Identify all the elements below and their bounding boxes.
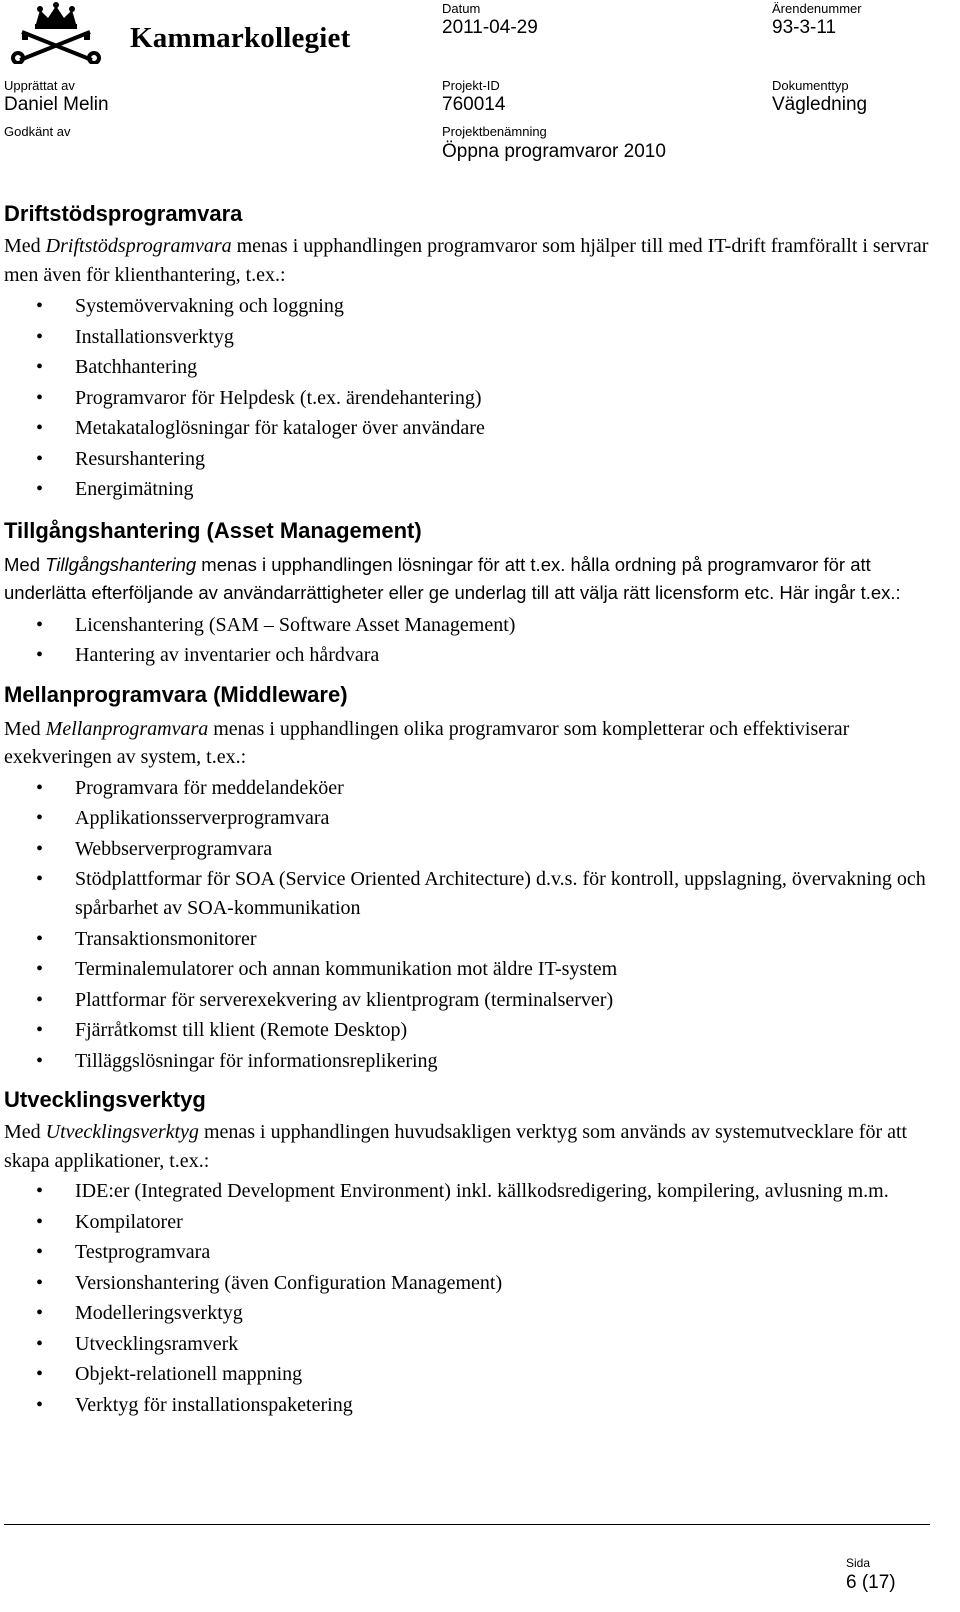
list-item: • Modelleringsverktyg — [4, 1299, 934, 1328]
bullet-list — [4, 1177, 934, 1420]
list-item: • Fjärråtkomst till klient (Remote Desktop) — [4, 1016, 934, 1045]
list-item: • Batchhantering — [4, 353, 934, 382]
list-item: • Kompilatorer — [4, 1208, 934, 1237]
arendenummer-label: Ärendenummer — [772, 1, 862, 16]
list-item: • Programvaror för Helpdesk (t.ex. ärendehantering) — [4, 384, 934, 413]
list-item: • Licenshantering (SAM – Software Asset Management) — [4, 611, 934, 640]
section-heading: Mellanprogramvara (Middleware) — [4, 681, 348, 707]
projektbenamning-label: Projektbenämning — [442, 124, 547, 139]
document-body — [4, 200, 934, 1421]
list-item: • Verktyg för installationspaketering — [4, 1391, 934, 1420]
section-intro: Med Driftstödsprogramvara menas i upphandlingen programvaror som hjälper till med IT-drift framförallt i servrar men även för klienthantering, t.ex.: — [4, 235, 929, 286]
list-item: • Installationsverktyg — [4, 323, 934, 352]
footer-divider — [4, 1524, 930, 1525]
bullet-list — [4, 292, 934, 504]
projekt-id-value: 760014 — [442, 94, 506, 115]
upprattat-av-label: Upprättat av — [4, 78, 75, 93]
list-item: • Terminalemulatorer och annan kommunikation mot äldre IT-system — [4, 955, 934, 984]
list-item: • Webbserverprogramvara — [4, 835, 934, 864]
list-item: • Metakataloglösningar för kataloger över användare — [4, 414, 934, 443]
section-intro: Med Utvecklingsverktyg menas i upphandlingen huvudsakligen verktyg som används av systemutvecklare för att skapa applikationer, t.ex.: — [4, 1121, 908, 1172]
section-heading: Driftstödsprogramvara — [4, 201, 243, 226]
list-item: • Tilläggslösningar för informationsreplikering — [4, 1047, 934, 1076]
section-heading: Tillgångshantering (Asset Management) — [4, 517, 422, 543]
dokumenttyp-label: Dokumenttyp — [772, 78, 849, 93]
list-item: • Hantering av inventarier och hårdvara — [4, 641, 934, 670]
upprattat-av-value: Daniel Melin — [4, 94, 109, 115]
projekt-id-label: Projekt-ID — [442, 78, 500, 93]
list-item: • Stödplattformar för SOA (Service Oriented Architecture) d.v.s. för kontroll, uppslagning, övervakning och spårbarhet av SOA-kommunikation — [4, 865, 934, 923]
arendenummer-value: 93-3-11 — [772, 17, 837, 38]
bullet-list — [4, 611, 934, 671]
kammarkollegiet-logo — [6, 2, 351, 64]
list-item: • Systemövervakning och loggning — [4, 292, 934, 321]
list-item: • Resurshantering — [4, 445, 934, 474]
list-item: • Plattformar för serverexekvering av klientprogram (terminalserver) — [4, 986, 934, 1015]
list-item: • Testprogramvara — [4, 1238, 934, 1267]
list-item: • Energimätning — [4, 475, 934, 504]
list-item: • IDE:er (Integrated Development Environment) inkl. källkodsredigering, kompilering, avlusning m.m. — [4, 1177, 934, 1206]
list-item: • Versionshantering (även Configuration Management) — [4, 1269, 934, 1298]
logo-text: Kammarkollegiet — [130, 22, 351, 54]
bullet-list — [4, 774, 934, 1076]
section-intro: Med Mellanprogramvara menas i upphandlingen olika programvaror som kompletterar och effektiviserar exekveringen av system, t.ex.: — [4, 717, 850, 768]
list-item: • Programvara för meddelandeköer — [4, 774, 934, 803]
section-heading: Utvecklingsverktyg — [4, 1087, 206, 1112]
list-item: • Utvecklingsramverk — [4, 1330, 934, 1359]
list-item: • Applikationsserverprogramvara — [4, 804, 934, 833]
list-item: • Transaktionsmonitorer — [4, 925, 934, 954]
page-number: 6 (17) — [846, 1572, 896, 1593]
datum-value: 2011-04-29 — [442, 17, 538, 38]
list-item: • Objekt-relationell mappning — [4, 1360, 934, 1389]
crown-crossed-keys-icon — [6, 2, 118, 64]
godkant-av-label: Godkänt av — [4, 124, 71, 139]
projektbenamning-value: Öppna programvaror 2010 — [442, 141, 666, 162]
dokumenttyp-value: Vägledning — [772, 94, 868, 115]
section-intro: Med Tillgångshantering menas i upphandlingen lösningar för att t.ex. hålla ordning på programvaror för att underlätta efterföljande av användarrättigheter eller ge underlag till att välja rätt licensform etc. Här ingår t.ex.: — [4, 553, 901, 603]
datum-label: Datum — [442, 1, 481, 16]
page-label: Sida — [846, 1556, 871, 1570]
